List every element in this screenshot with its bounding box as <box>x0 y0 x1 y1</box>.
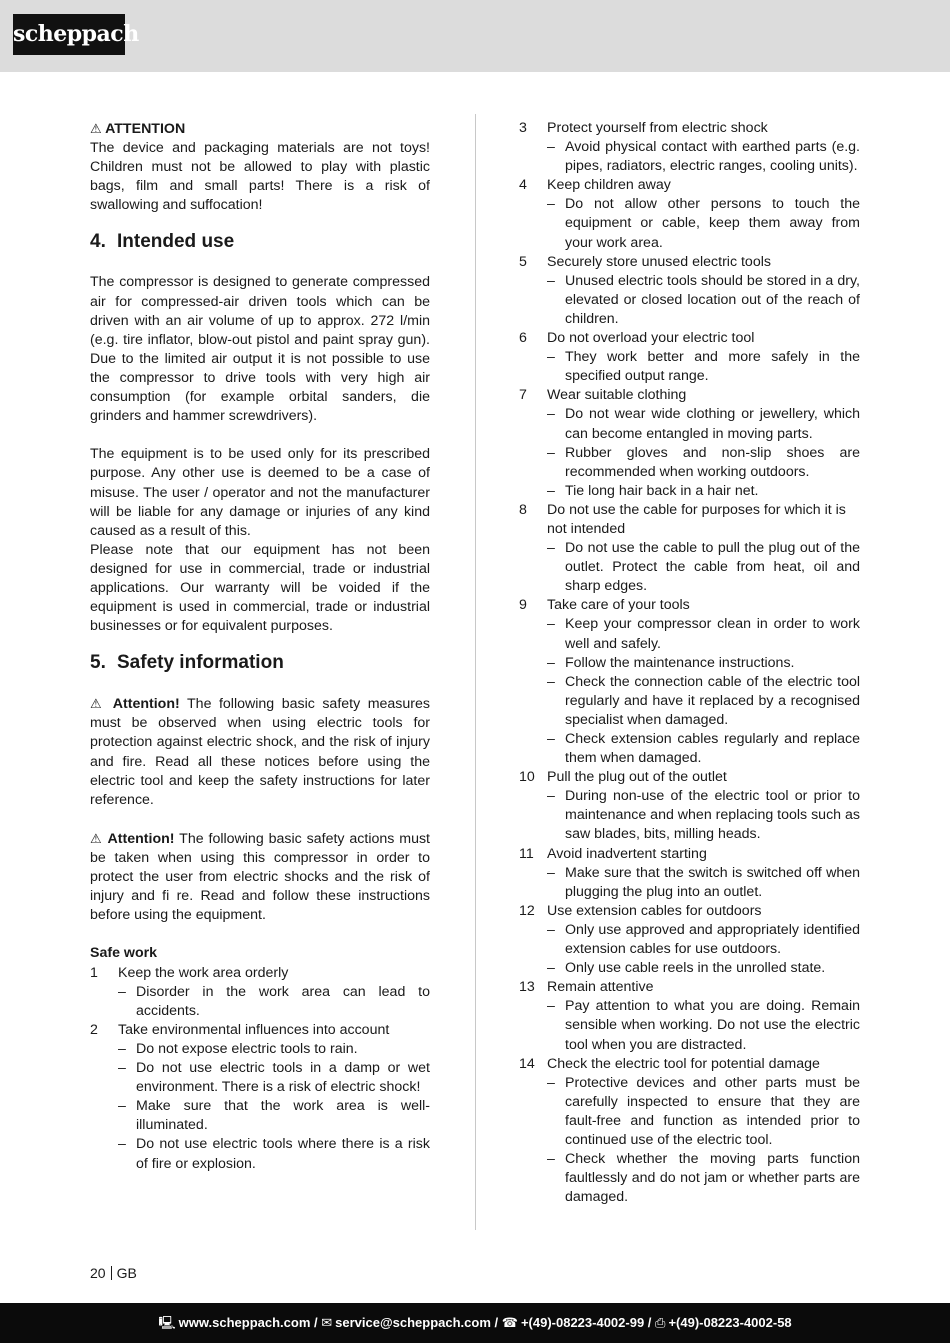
sub-item-text: Do not wear wide clothing or jewellery, which can become entangled in moving parts. <box>565 406 860 442</box>
attention-label: ATTENTION <box>105 121 186 137</box>
item-title: Do not use the cable for purposes for which it is not intended <box>547 501 846 537</box>
sub-item-text: Do not allow other persons to touch the equipment or cable, keep them away from your work area. <box>565 196 860 251</box>
item-title: Avoid inadvertent starting <box>547 845 707 862</box>
dash-bullet: – <box>547 616 555 633</box>
page-footer: 🖳 www.scheppach.com / ✉ service@scheppach.com / ☎ +(49)-08223-4002-99 / ⎙ +(49)-08223-4002-58 <box>0 1303 950 1343</box>
dash-bullet: – <box>118 1040 126 1057</box>
sub-item <box>519 787 860 844</box>
dash-bullet: – <box>547 998 555 1015</box>
numbered-item <box>519 768 860 787</box>
sub-item <box>519 272 860 329</box>
sub-item <box>519 1074 860 1150</box>
numbered-item <box>519 386 860 405</box>
sub-item-text: Do not use electric tools where there is a risk of fire or explosion. <box>136 1136 430 1172</box>
item-title: Securely store unused electric tools <box>547 253 771 270</box>
sub-item <box>519 959 860 978</box>
item-number: 9 <box>519 597 527 614</box>
sub-item <box>90 1135 430 1173</box>
attention-notice <box>90 119 430 215</box>
sub-item-text: Pay attention to what you are doing. Remain sensible when working. Do not use the electric tool when you are distracted. <box>565 998 860 1053</box>
numbered-item <box>519 253 860 272</box>
sub-item-text: Follow the maintenance instructions. <box>565 654 795 671</box>
numbered-item <box>519 845 860 864</box>
sub-item <box>90 1059 430 1097</box>
item-title: Keep children away <box>547 177 671 194</box>
dash-bullet: – <box>547 406 555 423</box>
dash-bullet: – <box>547 960 555 977</box>
scheppach-logo: scheppach <box>13 14 125 55</box>
fax-icon: ⎙ <box>655 1315 666 1330</box>
sub-item-text: Only use cable reels in the unrolled state. <box>565 960 826 977</box>
dash-bullet: – <box>547 444 555 461</box>
sub-item <box>519 1150 860 1207</box>
sub-item-text: Do not use the cable to pull the plug out of the outlet. Protect the cable from heat, oil and sharp edges. <box>565 540 860 595</box>
computer-icon: 🖳 <box>158 1315 176 1330</box>
sub-item <box>519 539 860 596</box>
numbered-item <box>519 978 860 997</box>
item-title: Take environmental influences into account <box>118 1021 390 1038</box>
warning-triangle-icon: ⚠ <box>90 121 102 136</box>
footer-fax: +(49)-08223-4002-58 <box>668 1315 792 1330</box>
sub-item-text: Check extension cables regularly and replace them when damaged. <box>565 731 860 767</box>
sub-item-text: They work better and more safely in the specified output range. <box>565 349 860 385</box>
item-number: 13 <box>519 979 535 996</box>
item-title: Keep the work area orderly <box>118 964 289 981</box>
footer-website[interactable]: www.scheppach.com <box>178 1315 311 1330</box>
right-column <box>519 119 860 1207</box>
item-title: Remain attentive <box>547 979 654 996</box>
item-number: 3 <box>519 120 527 136</box>
item-title: Pull the plug out of the outlet <box>547 769 727 786</box>
section-heading-safety-information: 5. Safety information <box>90 652 284 674</box>
sub-item <box>519 195 860 252</box>
item-number: 8 <box>519 501 527 518</box>
sub-item <box>519 615 860 653</box>
dash-bullet: – <box>118 1136 126 1153</box>
dash-bullet: – <box>547 540 555 557</box>
section-heading-intended-use: 4. Intended use <box>90 231 235 253</box>
sub-item <box>519 673 860 730</box>
item-number: 12 <box>519 902 535 919</box>
numbered-item <box>90 1021 430 1040</box>
warning-triangle-icon: ⚠ <box>90 830 103 846</box>
left-column <box>90 119 430 1174</box>
sub-item <box>519 138 860 176</box>
safe-work-heading: Safe work <box>90 945 158 962</box>
dash-bullet: – <box>547 788 555 805</box>
sub-item-text: Rubber gloves and non-slip shoes are recommended when working outdoors. <box>565 444 860 480</box>
item-number: 5 <box>519 253 527 270</box>
dash-bullet: – <box>547 731 555 747</box>
safety-attention-paragraph: ⚠ Attention! The following basic safety actions must be taken when using this compressor in order to protect the user from electric shocks and the risk of injury and fi re. Read and follow these instructions before using the equipment. <box>90 830 430 924</box>
sub-item <box>519 444 860 482</box>
sub-item-text: Protective devices and other parts must be carefully inspected to ensure that they are fault-free and function as intended prior to continued use of the electric tool. <box>565 1074 860 1148</box>
dash-bullet: – <box>547 1151 555 1168</box>
column-divider <box>475 114 476 1230</box>
dash-bullet: – <box>547 864 555 881</box>
sub-item-text: Check whether the moving parts function faultlessly and do not jam or whether parts are damaged. <box>565 1151 860 1206</box>
sub-item-text: Avoid physical contact with earthed parts (e.g. pipes, radiators, electric ranges, cooling units). <box>565 139 860 175</box>
numbered-item <box>519 329 860 348</box>
sub-item-text: Do not use electric tools in a damp or wet environment. There is a risk of electric shock! <box>136 1060 430 1096</box>
numbered-item <box>90 964 430 983</box>
sub-item-text: Make sure that the work area is well-illuminated. <box>136 1098 430 1134</box>
sub-item-text: During non-use of the electric tool or prior to maintenance and when replacing tools such as saw blades, bits, milling heads. <box>565 788 860 843</box>
dash-bullet: – <box>118 1098 126 1115</box>
item-number: 10 <box>519 769 535 786</box>
item-number: 4 <box>519 177 527 194</box>
numbered-item <box>519 902 860 921</box>
sub-item <box>90 983 430 1021</box>
dash-bullet: – <box>547 139 555 156</box>
dash-bullet: – <box>547 673 555 690</box>
sub-item-text: Only use approved and appropriately identified extension cables for use outdoors. <box>565 921 860 958</box>
sub-item <box>519 482 860 501</box>
sub-item <box>519 348 860 386</box>
safe-work-list <box>90 964 430 1174</box>
dash-bullet: – <box>547 654 555 671</box>
dash-bullet: – <box>547 196 555 213</box>
item-number: 11 <box>519 845 534 862</box>
sub-item <box>519 654 860 673</box>
numbered-item <box>519 596 860 615</box>
sub-item <box>519 405 860 443</box>
intended-use-paragraph: The compressor is designed to generate compressed air for compressed-air driven tools which can be driven with an air volume of up to approx. 272 l/min (e.g. tire inflator, blow-out pistol and paint spray gun). Due to the limited air output it is not possible to use the compressor to drive tools with very high air consumption (for example orbital sanders, die grinders and hammer screwdrivers). <box>90 274 430 425</box>
dash-bullet: – <box>118 1060 126 1077</box>
sub-item-text: Make sure that the switch is switched off when plugging the plug into an outlet. <box>565 864 860 900</box>
sub-item <box>519 997 860 1054</box>
item-title: Wear suitable clothing <box>547 387 687 404</box>
item-title: Do not overload your electric tool <box>547 330 755 347</box>
safety-attention-paragraph: ⚠ Attention! The following basic safety measures must be observed when using electric tools for protection against electric shock, and the risk of injury and fire. Read all these notices before using the electric tool and keep the safety instructions for later reference. <box>90 696 430 808</box>
sub-item-text: Unused electric tools should be stored in a dry, elevated or closed location out of the reach of children. <box>565 272 860 327</box>
safe-work-list-continued <box>519 119 860 1207</box>
numbered-item <box>519 176 860 195</box>
item-number: 7 <box>519 387 527 404</box>
item-number: 1 <box>90 964 98 981</box>
numbered-item <box>519 119 860 138</box>
item-title: Use extension cables for outdoors <box>547 902 762 919</box>
numbered-item <box>519 1055 860 1074</box>
sub-item <box>519 921 860 959</box>
mail-icon: ✉ <box>321 1315 333 1330</box>
item-title: Check the electric tool for potential damage <box>547 1055 820 1072</box>
item-number: 14 <box>519 1055 535 1072</box>
warning-triangle-icon: ⚠ <box>90 696 106 712</box>
intended-use-paragraph: Please note that our equipment has not been designed for use in commercial, trade or industrial applications. Our warranty will be voided if the equipment is used in commercial, trade or industrial businesses or for equivalent purposes. <box>90 541 430 635</box>
dash-bullet: – <box>118 983 126 1000</box>
item-number: 2 <box>90 1021 98 1038</box>
page-header <box>0 0 950 72</box>
sub-item <box>90 1097 430 1135</box>
sub-item-text: Disorder in the work area can lead to accidents. <box>136 983 430 1019</box>
item-title: Protect yourself from electric shock <box>547 120 768 136</box>
item-number: 6 <box>519 330 527 347</box>
dash-bullet: – <box>547 921 555 938</box>
dash-bullet: – <box>547 349 555 366</box>
dash-bullet: – <box>547 272 555 289</box>
intended-use-paragraph: The equipment is to be used only for its prescribed purpose. Any other use is deemed to be a case of misuse. The user / operator and not the manufacturer will be liable for any damage or injuries of any kind caused as a result of this. <box>90 446 430 539</box>
phone-icon: ☎ <box>501 1315 518 1330</box>
sub-item-text: Check the connection cable of the electric tool regularly and have it replaced by a recognised specialist when damaged. <box>565 673 860 728</box>
sub-item <box>519 730 860 768</box>
attention-text: The device and packaging materials are not toys! Children must not be allowed to play with plastic bags, film and small parts! There is a risk of swallowing and suffocation! <box>90 140 430 214</box>
footer-phone: +(49)-08223-4002-99 <box>520 1315 645 1330</box>
dash-bullet: – <box>547 1074 555 1091</box>
item-title: Take care of your tools <box>547 597 690 614</box>
page-number: 20 GB <box>90 1265 137 1281</box>
footer-email[interactable]: service@scheppach.com <box>335 1315 491 1330</box>
sub-item-text: Tie long hair back in a hair net. <box>565 482 759 499</box>
dash-bullet: – <box>547 482 555 499</box>
sub-item-text: Keep your compressor clean in order to work well and safely. <box>565 616 860 652</box>
numbered-item <box>519 501 860 539</box>
sub-item <box>519 864 860 902</box>
sub-item <box>90 1040 430 1059</box>
sub-item-text: Do not expose electric tools to rain. <box>136 1040 358 1057</box>
